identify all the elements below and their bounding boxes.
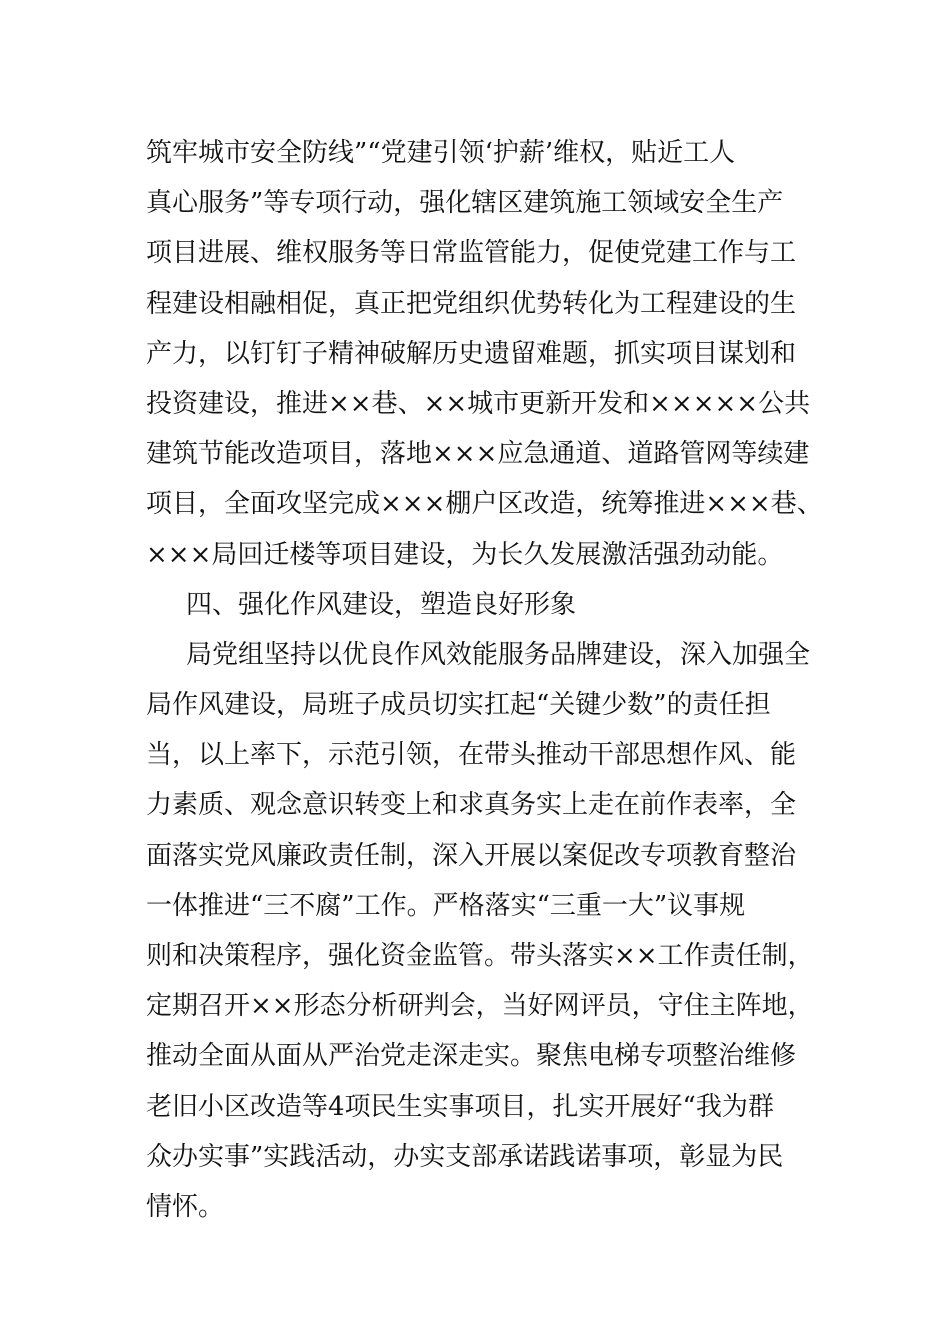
text-line: 真心服务”等专项行动，强化辖区建筑施工领域安全生产 <box>146 188 784 219</box>
text-line: 推动全面从面从严治党走深走实。聚焦电梯专项整治维修 <box>146 1041 797 1072</box>
text-line: 情怀。 <box>146 1191 225 1222</box>
body-text <box>146 128 836 1232</box>
text-line: 投资建设，推进××巷、××城市更新开发和×××××公共 <box>146 388 811 419</box>
text-line: 建筑节能改造项目，落地×××应急通道、道路管网等续建 <box>146 439 810 470</box>
text-line: 定期召开××形态分析研判会，当好网评员，守住主阵地， <box>146 991 814 1022</box>
text-line: 则和决策程序，强化资金监管。带头落实××工作责任制， <box>146 941 814 971</box>
text-line: 项目，全面攻坚完成×××棚户区改造，统筹推进×××巷、 <box>146 489 823 520</box>
text-line: 当，以上率下，示范引领，在带头推动干部思想作风、能 <box>146 740 797 771</box>
text-line: 程建设相融相促，真正把党组织优势转化为工程建设的生 <box>146 288 797 319</box>
text-line: 力素质、观念意识转变上和求真务实上走在前作表率，全 <box>146 790 797 821</box>
text-line: 项目进展、维权服务等日常监管能力，促使党建工作与工 <box>146 238 797 269</box>
section-heading: 四、强化作风建设，塑造良好形象 <box>186 589 577 620</box>
text-line: 一体推进“三不腐”工作。严格落实“三重一大”议事规 <box>146 890 746 921</box>
text-line: 众办实事”实践活动，办实支部承诺践诺事项，彰显为民 <box>146 1141 784 1172</box>
text-line: 筑牢城市安全防线”“党建引领‘护薪’维权，贴近工人 <box>146 138 736 168</box>
text-line: 面落实党风廉政责任制，深入开展以案促改专项教育整治 <box>146 840 797 871</box>
text-line: 产力，以钉钉子精神破解历史遗留难题，抓实项目谋划和 <box>146 338 797 369</box>
text-line: 局作风建设，局班子成员切实扛起“关键少数”的责任担 <box>146 690 771 721</box>
text-line: 老旧小区改造等4项民生实事项目，扎实开展好“我为群 <box>146 1091 774 1122</box>
text-line: ×××局回迁楼等项目建设，为长久发展激活强劲动能。 <box>146 539 784 570</box>
paragraph-first-line: 局党组坚持以优良作风效能服务品牌建设，深入加强全 <box>186 639 811 670</box>
